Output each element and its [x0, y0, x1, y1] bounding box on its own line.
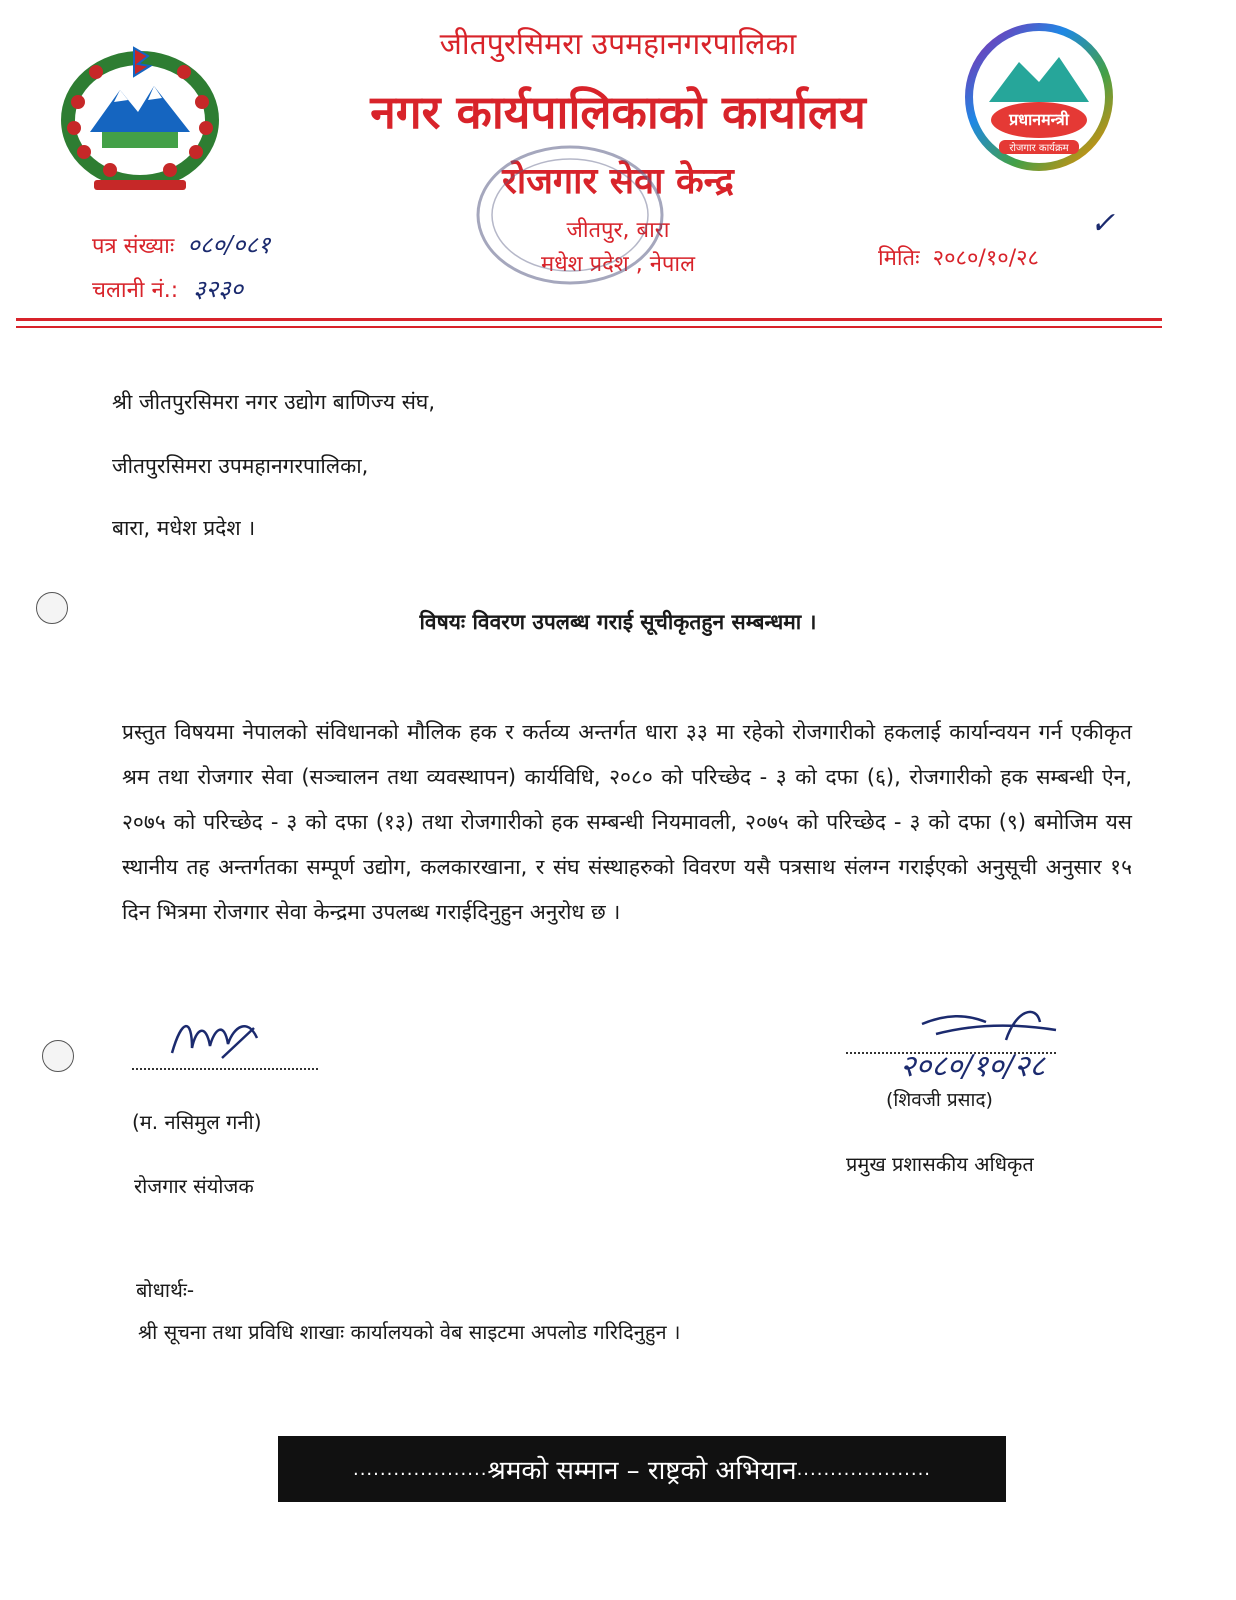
address-line-2: मधेश प्रदेश , नेपाल — [540, 252, 696, 277]
municipality-name: जीतपुरसिमरा उपमहानगरपालिका — [439, 27, 797, 62]
left-signatory-name: (म. नसिमुल गनी) — [132, 1110, 262, 1134]
cc-label: बोधार्थः- — [136, 1278, 195, 1302]
left-signature-line — [132, 1068, 318, 1070]
slogan-dots-right: .................... — [796, 1458, 932, 1480]
recipient-line-3: बारा, मधेश प्रदेश । — [112, 516, 256, 540]
letter-number-label: पत्र संख्याः — [92, 234, 175, 259]
stamp-icon — [470, 140, 670, 290]
right-signatory-title: प्रमुख प्रशासकीय अधिकृत — [846, 1152, 1034, 1176]
dispatch-number-label: चलानी नं.: — [92, 278, 179, 303]
date-initial-mark: ✓ — [1090, 206, 1116, 241]
date-label: मितिः — [878, 246, 920, 271]
dispatch-number-row — [92, 272, 243, 305]
signature-mark-left — [162, 1008, 272, 1068]
punch-hole — [36, 592, 68, 624]
recipient-line-1: श्री जीतपुरसिमरा नगर उद्योग बाणिज्य संघ, — [112, 390, 436, 414]
program-logo-text-top: प्रधानमन्त्री — [1009, 110, 1069, 129]
program-logo-text-bottom: रोजगार कार्यक्रम — [1009, 143, 1069, 154]
date-row — [878, 242, 1039, 272]
dispatch-number-value: ३२३० — [193, 275, 244, 303]
service-center-name: रोजगार सेवा केन्द्र — [502, 161, 734, 202]
punch-hole — [42, 1040, 74, 1072]
left-signatory-title: रोजगार संयोजक — [134, 1174, 254, 1198]
slogan-dots-left: .................... — [352, 1458, 488, 1480]
footer-slogan: श्रमको सम्मान – राष्ट्रको अभियान — [487, 1456, 797, 1486]
office-stamp — [470, 140, 670, 290]
right-signature-date: २०८०/१०/२८ — [900, 1049, 1046, 1084]
left-signature — [162, 1008, 272, 1072]
right-signatory-name: (शिवजी प्रसाद) — [886, 1089, 993, 1111]
letter-number-row — [92, 228, 270, 261]
header-divider — [16, 318, 1162, 321]
letter-body: प्रस्तुत विषयमा नेपालको संविधानको मौलिक हक र कर्तव्य अन्तर्गत धारा ३३ मा रहेको रोजगारीको हकलाई कार्यान्वयन गर्न एकीकृत श्रम तथा रोजगार सेवा (सञ्चालन तथा व्यवस्थापन) कार्यविधि, २०८० को परिच्छेद - ३ को दफा (६), रोजगारीको हक सम्बन्धी ऐन, २०७५ को परिच्छेद - ३ को दफा (१३) तथा रोजगारीको हक सम्बन्धी नियमावली, २०७५ को परिच्छेद - ३ को दफा (९) बमोजिम यस स्थानीय तह अन्तर्गतका सम्पूर्ण उद्योग, कलकारखाना, र संघ संस्थाहरुको विवरण यसै पत्रसाथ संलग्न गराईएको अनुसूची अनुसार १५ दिन भित्रमा रोजगार सेवा केन्द्रमा उपलब्ध गराईदिनुहुन अनुरोध छ । — [122, 720, 1132, 924]
header-divider-thin — [16, 326, 1162, 328]
address-line-1: जीतपुर, बारा — [566, 218, 670, 243]
letter-number-value: ०८०/०८१ — [187, 231, 271, 259]
office-name: नगर कार्यपालिकाको कार्यालय — [370, 85, 866, 139]
date-value: २०८०/१०/२८ — [932, 246, 1039, 271]
recipient-line-2: जीतपुरसिमरा उपमहानगरपालिका, — [112, 454, 369, 478]
footer-slogan-bar — [278, 1436, 1006, 1502]
subject-line: विषयः विवरण उपलब्ध गराई सूचीकृतहुन सम्बन्धमा । — [419, 610, 817, 634]
cc-text: श्री सूचना तथा प्रविधि शाखाः कार्यालयको वेब साइटमा अपलोड गरिदिनुहुन । — [138, 1320, 681, 1344]
